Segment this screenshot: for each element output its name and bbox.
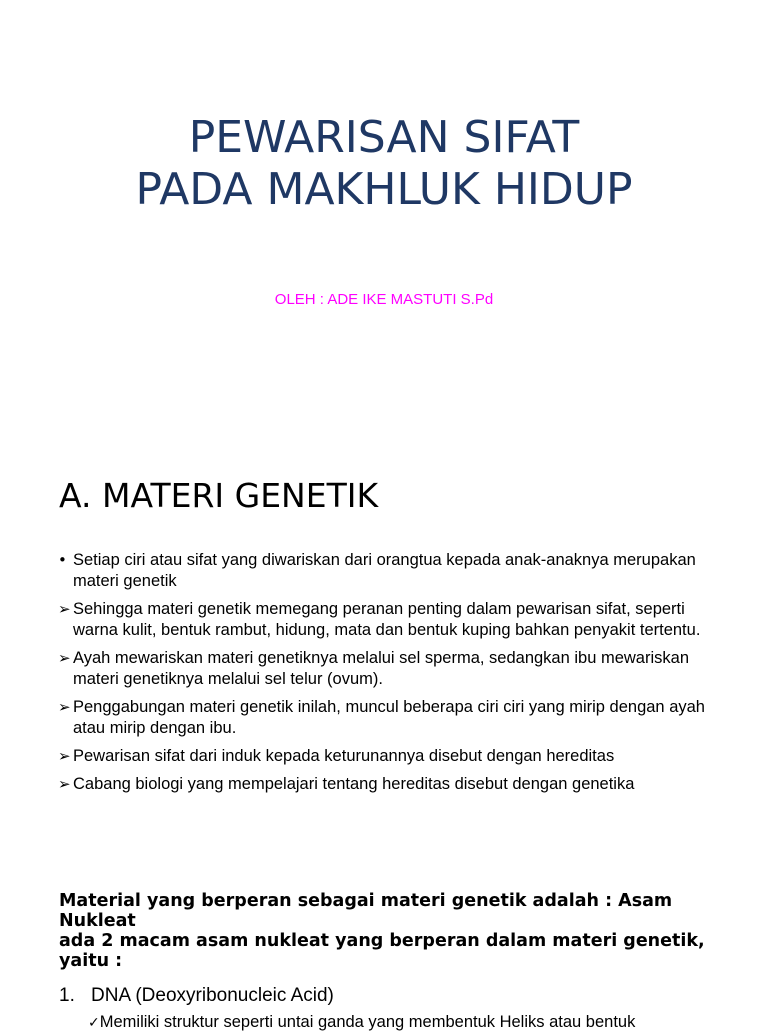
title-slide	[0, 0, 768, 420]
slide-title	[0, 112, 768, 216]
bullet-item	[58, 746, 718, 767]
bullet-item	[58, 599, 718, 641]
bullet-item	[58, 774, 718, 795]
item-text: DNA (Deoxyribonucleic Acid)	[91, 985, 334, 1006]
sub-bullet	[88, 1012, 635, 1033]
bullet-text: Pewarisan sifat dari induk kepada keturunannya disebut dengan hereditas	[73, 747, 615, 765]
bullet-text: Penggabungan materi genetik inilah, muncul beberapa ciri ciri yang mirip dengan ayah atau mirip dengan ibu.	[73, 698, 705, 737]
sub-bullet-text: Memiliki struktur seperti untai ganda yang membentuk Heliks atau bentuk	[99, 1013, 636, 1031]
bullet-text: Sehingga materi genetik memegang peranan penting dalam pewarisan sifat, seperti warna kulit, bentuk rambut, hidung, mata dan bentuk kuping bahkan penyakit tertentu.	[73, 600, 701, 639]
numbered-item	[59, 984, 334, 1008]
bullet-text: Cabang biologi yang mempelajari tentang hereditas disebut dengan genetika	[73, 775, 635, 793]
author-subtitle: OLEH : ADE IKE MASTUTI S.Pd	[274, 291, 494, 308]
bullet-item	[58, 697, 718, 739]
material-heading	[59, 891, 739, 971]
bullet-dot-icon: •	[58, 551, 67, 569]
checkmark-icon: ✓	[88, 1015, 100, 1031]
bullet-text: Ayah mewariskan materi genetiknya melalui sel sperma, sedangkan ibu mewariskan materi genetiknya melalui sel telur (ovum).	[73, 649, 689, 688]
arrow-bullet-icon: ➢	[58, 649, 71, 667]
arrow-bullet-icon: ➢	[58, 747, 71, 765]
arrow-bullet-icon: ➢	[58, 600, 71, 618]
arrow-bullet-icon: ➢	[58, 698, 71, 716]
bullet-item	[58, 550, 718, 592]
section-heading: A. MATERI GENETIK	[59, 476, 379, 515]
title-line-1: PEWARISAN SIFAT	[188, 112, 580, 163]
material-line-2: ada 2 macam asam nukleat yang berperan dalam materi genetik, yaitu :	[59, 931, 705, 971]
bullet-text: Setiap ciri atau sifat yang diwariskan dari orangtua kepada anak-anaknya merupakan materi genetik	[73, 551, 696, 590]
title-line-2: PADA MAKHLUK HIDUP	[135, 164, 633, 215]
bullet-list	[58, 550, 718, 802]
bullet-item	[58, 648, 718, 690]
item-number: 1.	[59, 985, 75, 1006]
material-line-1: Material yang berperan sebagai materi genetik adalah : Asam Nukleat	[59, 891, 673, 931]
arrow-bullet-icon: ➢	[58, 775, 71, 793]
